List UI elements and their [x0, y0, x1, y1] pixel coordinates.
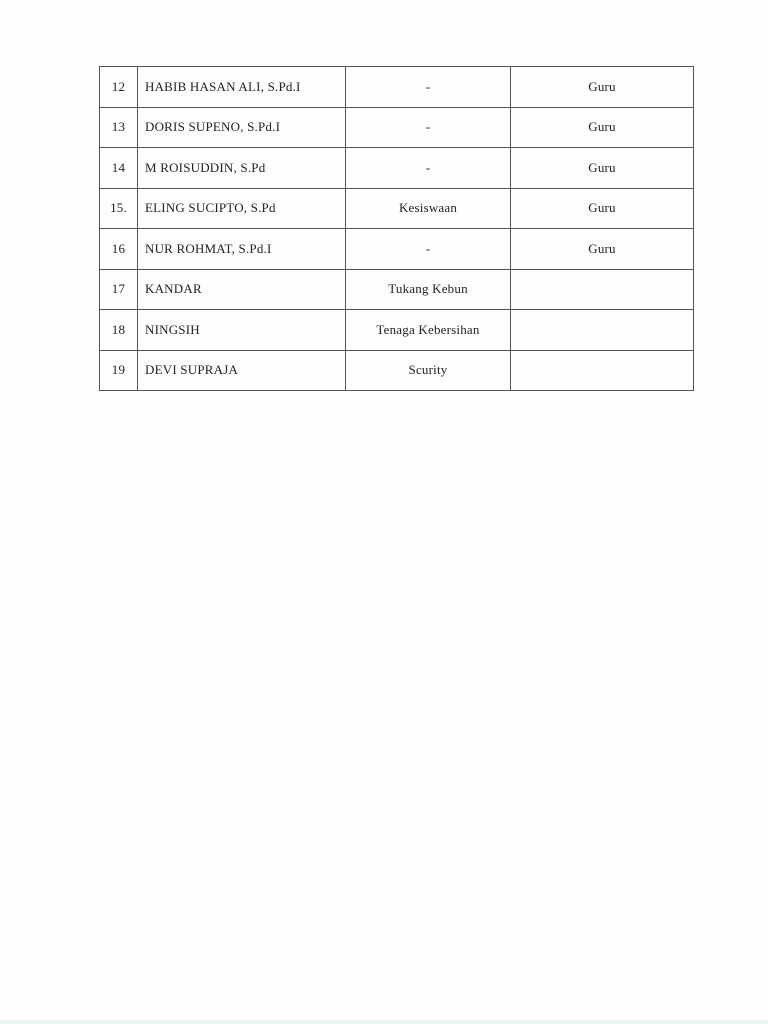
table-row [100, 148, 694, 189]
row-number: 13 [100, 107, 138, 148]
row-number: 16 [100, 229, 138, 270]
staff-name: NINGSIH [138, 310, 346, 351]
staff-position [511, 269, 694, 310]
staff-position: Guru [511, 229, 694, 270]
table-row [100, 229, 694, 270]
table-row [100, 67, 694, 108]
staff-position [511, 350, 694, 391]
staff-table [99, 66, 694, 391]
staff-role: - [346, 107, 511, 148]
row-number: 15. [100, 188, 138, 229]
row-number: 12 [100, 67, 138, 108]
scan-edge-strip [0, 1020, 768, 1024]
staff-role: Scurity [346, 350, 511, 391]
table-row [100, 310, 694, 351]
staff-role: Tukang Kebun [346, 269, 511, 310]
staff-role: Kesiswaan [346, 188, 511, 229]
row-number: 19 [100, 350, 138, 391]
row-number: 14 [100, 148, 138, 189]
table-row [100, 350, 694, 391]
staff-role: - [346, 67, 511, 108]
staff-position [511, 310, 694, 351]
staff-position: Guru [511, 188, 694, 229]
row-number: 18 [100, 310, 138, 351]
staff-role: - [346, 148, 511, 189]
staff-name: DEVI SUPRAJA [138, 350, 346, 391]
staff-position: Guru [511, 148, 694, 189]
staff-role: - [346, 229, 511, 270]
staff-name: M ROISUDDIN, S.Pd [138, 148, 346, 189]
staff-name: HABIB HASAN ALI, S.Pd.I [138, 67, 346, 108]
table-row [100, 188, 694, 229]
table-row [100, 269, 694, 310]
row-number: 17 [100, 269, 138, 310]
staff-name: DORIS SUPENO, S.Pd.I [138, 107, 346, 148]
staff-role: Tenaga Kebersihan [346, 310, 511, 351]
staff-table-body [100, 67, 694, 391]
table-row [100, 107, 694, 148]
staff-name: ELING SUCIPTO, S.Pd [138, 188, 346, 229]
staff-position: Guru [511, 67, 694, 108]
staff-name: KANDAR [138, 269, 346, 310]
staff-position: Guru [511, 107, 694, 148]
staff-name: NUR ROHMAT, S.Pd.I [138, 229, 346, 270]
